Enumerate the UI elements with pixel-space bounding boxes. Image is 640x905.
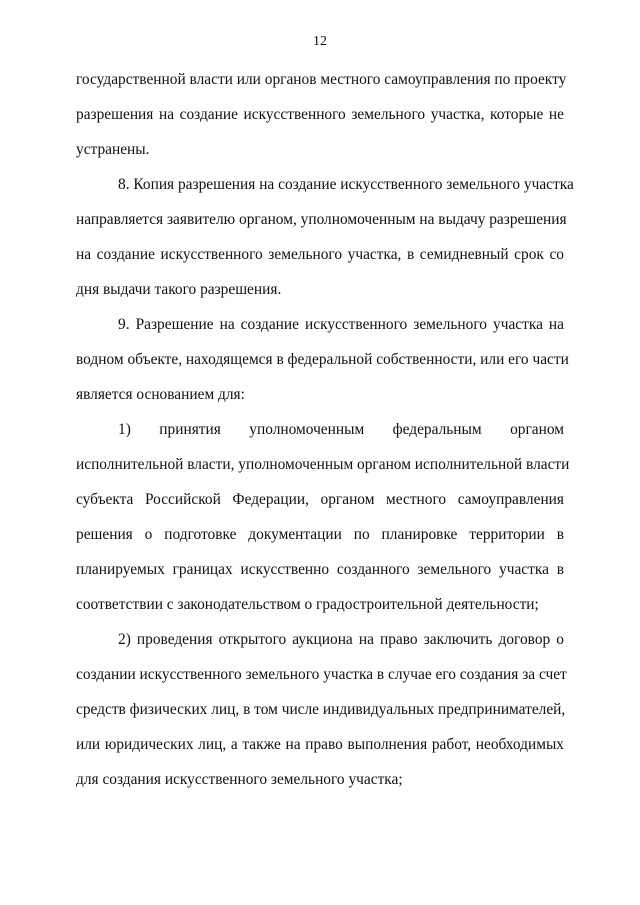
text-line: разрешения на создание искусственного земельного участка, которые не — [76, 106, 564, 123]
text-line: решения о подготовке документации по планировке территории в — [76, 526, 564, 543]
text-line: водном объекте, находящемся в федеральной собственности, или его части — [76, 351, 569, 368]
text-line: 1) принятия уполномоченным федеральным органом — [118, 421, 564, 438]
text-line: планируемых границах искусственно созданного земельного участка в — [76, 561, 564, 578]
text-line: средств физических лиц, в том числе индивидуальных предпринимателей, — [76, 701, 566, 718]
text-line: исполнительной власти, уполномоченным органом исполнительной власти — [76, 456, 570, 473]
text-line: устранены. — [76, 141, 150, 158]
text-line: или юридических лиц, а также на право выполнения работ, необходимых — [76, 736, 564, 753]
page-number: 12 — [313, 34, 327, 49]
text-line: дня выдачи такого разрешения. — [76, 281, 282, 298]
text-line: 8. Копия разрешения на создание искусственного земельного участка — [118, 176, 574, 193]
text-line: на создание искусственного земельного участка, в семидневный срок со — [76, 246, 564, 263]
text-line: создании искусственного земельного участка в случае его создания за счет — [76, 666, 567, 683]
text-line: 2) проведения открытого аукциона на право заключить договор о — [118, 631, 564, 648]
text-line: для создания искусственного земельного участка; — [76, 771, 403, 788]
text-line: 9. Разрешение на создание искусственного земельного участка на — [118, 316, 564, 333]
text-line: направляется заявителю органом, уполномоченным на выдачу разрешения — [76, 211, 567, 228]
text-line: является основанием для: — [76, 386, 245, 403]
text-line: государственной власти или органов местного самоуправления по проекту — [76, 71, 567, 88]
text-line: соответствии с законодательством о градостроительной деятельности; — [76, 596, 539, 613]
text-line: субъекта Российской Федерации, органом местного самоуправления — [76, 491, 564, 508]
